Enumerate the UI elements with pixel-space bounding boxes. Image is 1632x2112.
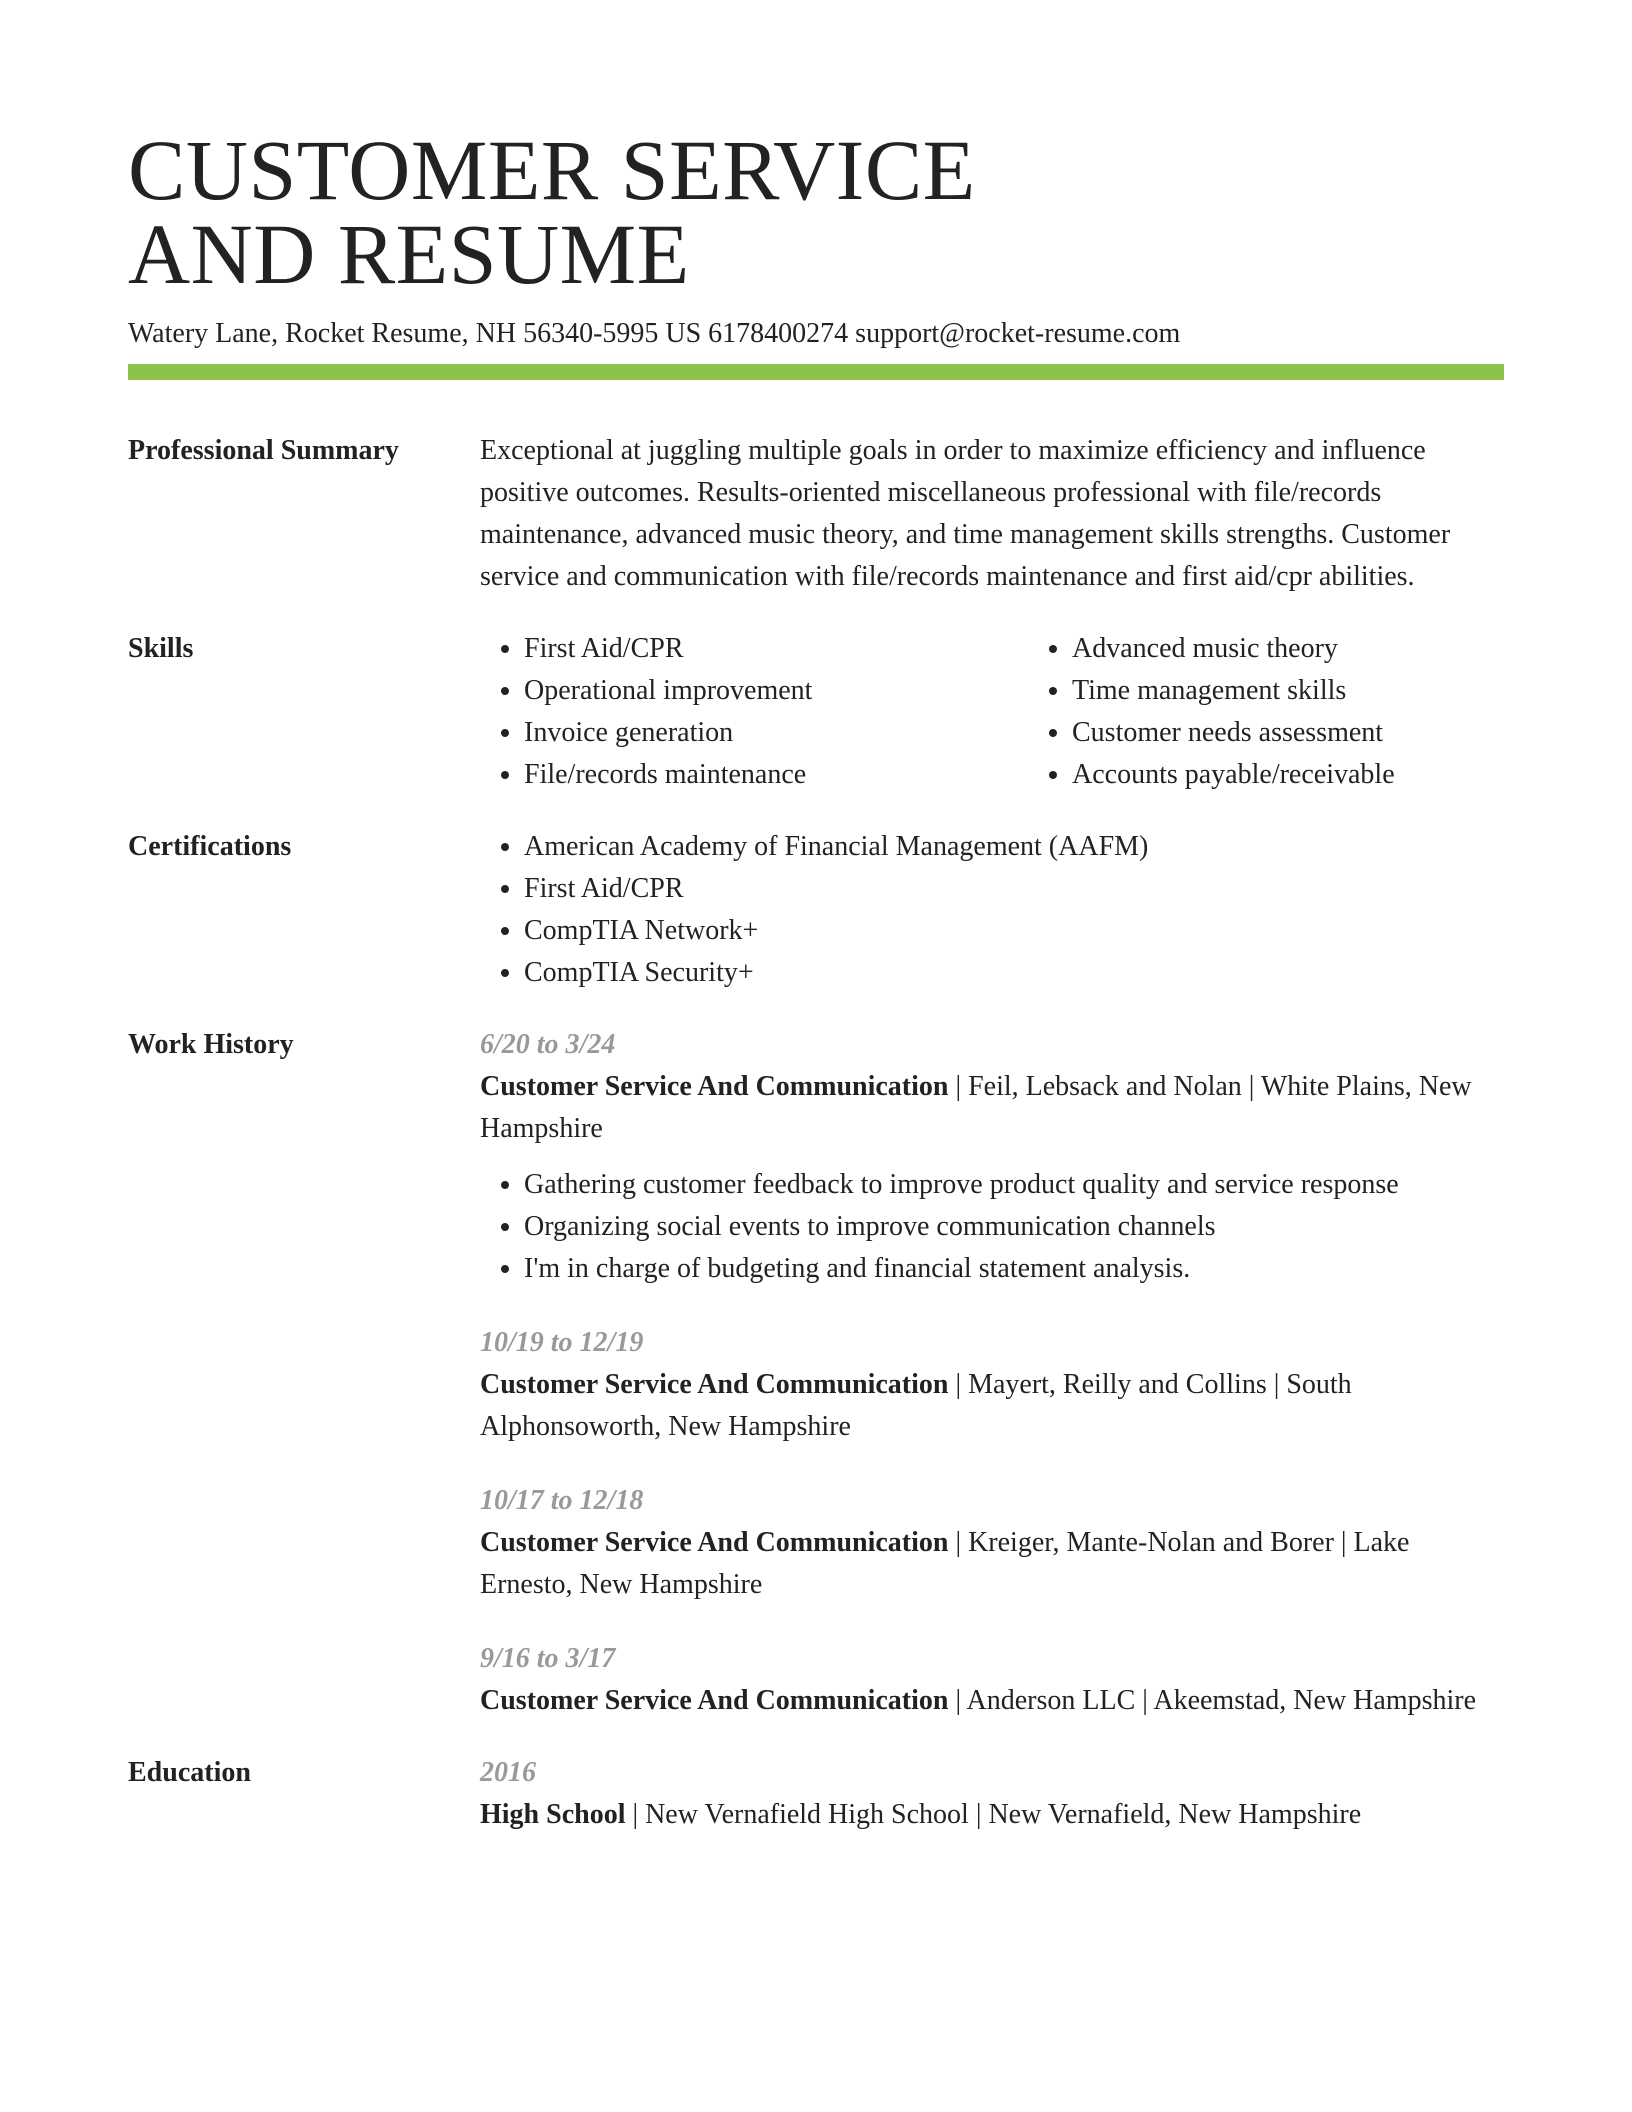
job-details: | Kreiger, Mante-Nolan and Borer | Lake Ernesto, New Hampshire: [480, 1527, 1410, 1600]
education-section: [128, 1752, 1504, 1836]
skill-item: • File/records maintenance: [524, 754, 1028, 796]
skills-list-left: [480, 628, 1028, 796]
job-bullets: [480, 1164, 1504, 1290]
skills-section: [128, 628, 1504, 796]
certifications-label: Certifications: [128, 831, 292, 862]
job-bullet: • Gathering customer feedback to improve product quality and service response: [524, 1164, 1504, 1206]
job-dates: 6/20 to 3/24: [480, 1029, 616, 1060]
certifications-body: [480, 826, 1504, 994]
certification-item: • First Aid/CPR: [524, 868, 1504, 910]
work-history-label: Work History: [128, 1029, 294, 1060]
certifications-section: [128, 826, 1504, 994]
skill-item: • Invoice generation: [524, 712, 1028, 754]
summary-body: [480, 430, 1504, 598]
skills-label: Skills: [128, 633, 194, 664]
education-heading: [480, 1794, 1504, 1836]
work-history-section: [128, 1024, 1504, 1722]
education-details: | New Vernafield High School | New Vernafield, New Hampshire: [625, 1799, 1362, 1830]
certifications-list: [480, 826, 1504, 994]
job-title: Customer Service And Communication: [480, 1685, 949, 1716]
contact-info: Watery Lane, Rocket Resume, NH 56340-5995 US 6178400274 support@rocket-resume.com: [128, 318, 1181, 349]
job-title: Customer Service And Communication: [480, 1369, 949, 1400]
job-dates: 10/19 to 12/19: [480, 1327, 644, 1358]
skill-item: • Customer needs assessment: [1072, 712, 1592, 754]
skill-item: • Operational improvement: [524, 670, 1028, 712]
skill-item: • Advanced music theory: [1072, 628, 1592, 670]
skills-list-right: [1028, 628, 1592, 796]
job-heading: [480, 1680, 1504, 1722]
job-entry: [480, 1480, 1504, 1606]
job-bullet: • Organizing social events to improve communication channels: [524, 1206, 1504, 1248]
summary-label: Professional Summary: [128, 435, 399, 466]
resume-title: [128, 122, 1504, 302]
job-heading: [480, 1522, 1504, 1606]
certification-item: • American Academy of Financial Management (AAFM): [524, 826, 1504, 868]
summary-text: Exceptional at juggling multiple goals in order to maximize efficiency and influence positive outcomes. Results-oriented miscellaneous professional with file/records maintenance, advanced music theory, and time management skills strengths. Customer service and communication with file/records maintenance and first aid/cpr abilities.: [480, 435, 1451, 592]
job-entry: [480, 1322, 1504, 1448]
certification-item: • CompTIA Security+: [524, 952, 1504, 994]
skill-item: • Accounts payable/receivable: [1072, 754, 1592, 796]
work-history-body: [480, 1024, 1504, 1722]
job-heading: [480, 1066, 1504, 1150]
summary-section: [128, 430, 1504, 598]
education-degree: High School: [480, 1799, 626, 1830]
job-dates: 9/16 to 3/17: [480, 1643, 616, 1674]
education-body: [480, 1752, 1504, 1836]
job-entry: [480, 1638, 1504, 1722]
education-date: 2016: [480, 1757, 536, 1788]
job-bullet: • I'm in charge of budgeting and financial statement analysis.: [524, 1248, 1504, 1290]
certification-item: • CompTIA Network+: [524, 910, 1504, 952]
accent-divider: [128, 364, 1504, 380]
education-label: Education: [128, 1757, 251, 1788]
job-heading: [480, 1364, 1504, 1448]
job-title: Customer Service And Communication: [480, 1527, 949, 1558]
resume-page: [128, 122, 1504, 1836]
job-details: | Mayert, Reilly and Collins | South Alphonsoworth, New Hampshire: [480, 1369, 1352, 1442]
title-line-1: CUSTOMER SERVICE: [128, 122, 976, 218]
skills-body: [480, 628, 1592, 796]
title-line-2: AND RESUME: [128, 206, 690, 302]
skill-item: • First Aid/CPR: [524, 628, 1028, 670]
skill-item: • Time management skills: [1072, 670, 1592, 712]
job-title: Customer Service And Communication: [480, 1071, 949, 1102]
job-dates: 10/17 to 12/18: [480, 1485, 644, 1516]
job-entry: [480, 1024, 1504, 1290]
job-details: | Anderson LLC | Akeemstad, New Hampshire: [948, 1685, 1477, 1716]
job-details: | Feil, Lebsack and Nolan | White Plains, New Hampshire: [480, 1071, 1472, 1144]
